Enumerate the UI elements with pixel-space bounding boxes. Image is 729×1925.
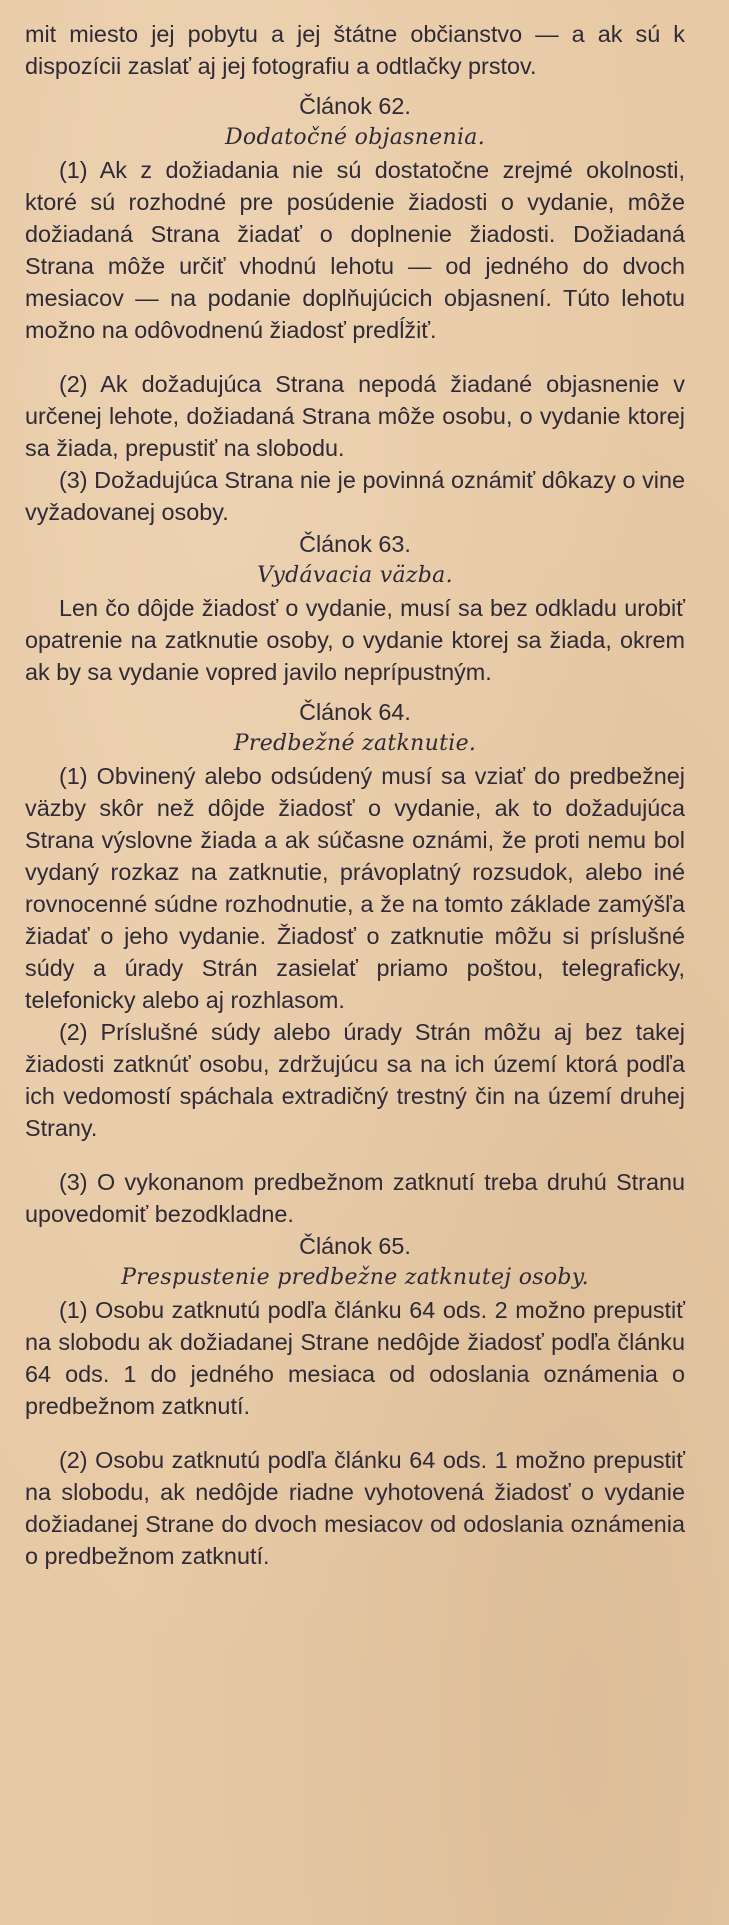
article-65-heading: Článok 65.	[299, 1233, 411, 1259]
article-62-paragraph-3: (3) Dožadujúca Strana nie je povinná oznámiť dôkazy o vine vyžadovanej osoby.	[25, 467, 685, 525]
article-65-subtitle: Prespustenie predbežne zatknutej osoby.	[121, 1265, 589, 1290]
article-64-heading: Článok 64.	[299, 699, 411, 725]
article-65-paragraph-1: (1) Osobu zatknutú podľa článku 64 ods. 2 možno prepustiť na slobodu ak dožiadanej Strane nedôjde žiadosť podľa článku 64 ods. 1 do jedného mesiaca od odoslania oznámenia o predbežnom zatknutí.	[25, 1297, 685, 1419]
article-64-subtitle: Predbežné zatknutie.	[233, 731, 477, 756]
article-62-paragraph-1: (1) Ak z dožiadania nie sú dostatočne zrejmé okolnosti, ktoré sú rozhodné pre posúdenie žiadosti o vydanie, môže dožiadaná Strana žiadať o doplnenie žiadosti. Dožiadaná Strana môže určiť vhodnú lehotu — od jedného do dvoch mesiacov — na podanie doplňujúcich objasnení. Túto lehotu možno na odôvodnenú žiadosť predĺžiť.	[25, 157, 685, 343]
article-62-paragraph-2: (2) Ak dožadujúca Strana nepodá žiadané objasnenie v určenej lehote, dožiadaná Strana môže osobu, o vydanie ktorej sa žiada, prepustiť na slobodu.	[25, 371, 685, 461]
article-64-paragraph-3: (3) O vykonanom predbežnom zatknutí treba druhú Stranu upovedomiť bezodkladne.	[25, 1169, 685, 1227]
article-63-heading: Článok 63.	[299, 531, 411, 557]
article-64-paragraph-1: (1) Obvinený alebo odsúdený musí sa vziať do predbežnej väzby skôr než dôjde žiadosť o vydanie, ak to dožadujúca Strana výslovne žiada a ak súčasne oznámi, že proti nemu bol vydaný rozkaz na zatknutie, právoplatný rozsudok, alebo iné rovnocenné súdne rozhodnutie, a že na tomto základe zamýšľa žiadať o jeho vydanie. Žiadosť o zatknutie môžu si príslušné súdy a úrady Strán zasielať priamo poštou, telegraficky, telefonicky alebo aj rozhlasom.	[25, 763, 685, 1013]
intro-paragraph: mit miesto jej pobytu a jej štátne občianstvo — a ak sú k dispozícii zaslať aj jej fotografiu a odtlačky prstov.	[25, 21, 685, 79]
article-65-paragraph-2: (2) Osobu zatknutú podľa článku 64 ods. 1 možno prepustiť na slobodu, ak nedôjde riadne vyhotovená žiadosť o vydanie dožiadanej Strane do dvoch mesiacov od odoslania oznámenia o predbežnom zatknutí.	[25, 1447, 685, 1569]
article-62-heading: Článok 62.	[299, 93, 411, 119]
article-62-subtitle: Dodatočné objasnenia.	[224, 125, 486, 150]
article-64-paragraph-2: (2) Príslušné súdy alebo úrady Strán môžu aj bez takej žiadosti zatknúť osobu, zdržujúcu sa na ich území ktorá podľa ich vedomostí spáchala extradičný trestný čin na území druhej Strany.	[25, 1019, 685, 1141]
article-63-subtitle: Vydávacia väzba.	[257, 563, 453, 588]
article-63-paragraph-1: Len čo dôjde žiadosť o vydanie, musí sa bez odkladu urobiť opatrenie na zatknutie osoby, o vydanie ktorej sa žiada, okrem ak by sa vydanie vopred javilo neprípustným.	[25, 595, 685, 685]
